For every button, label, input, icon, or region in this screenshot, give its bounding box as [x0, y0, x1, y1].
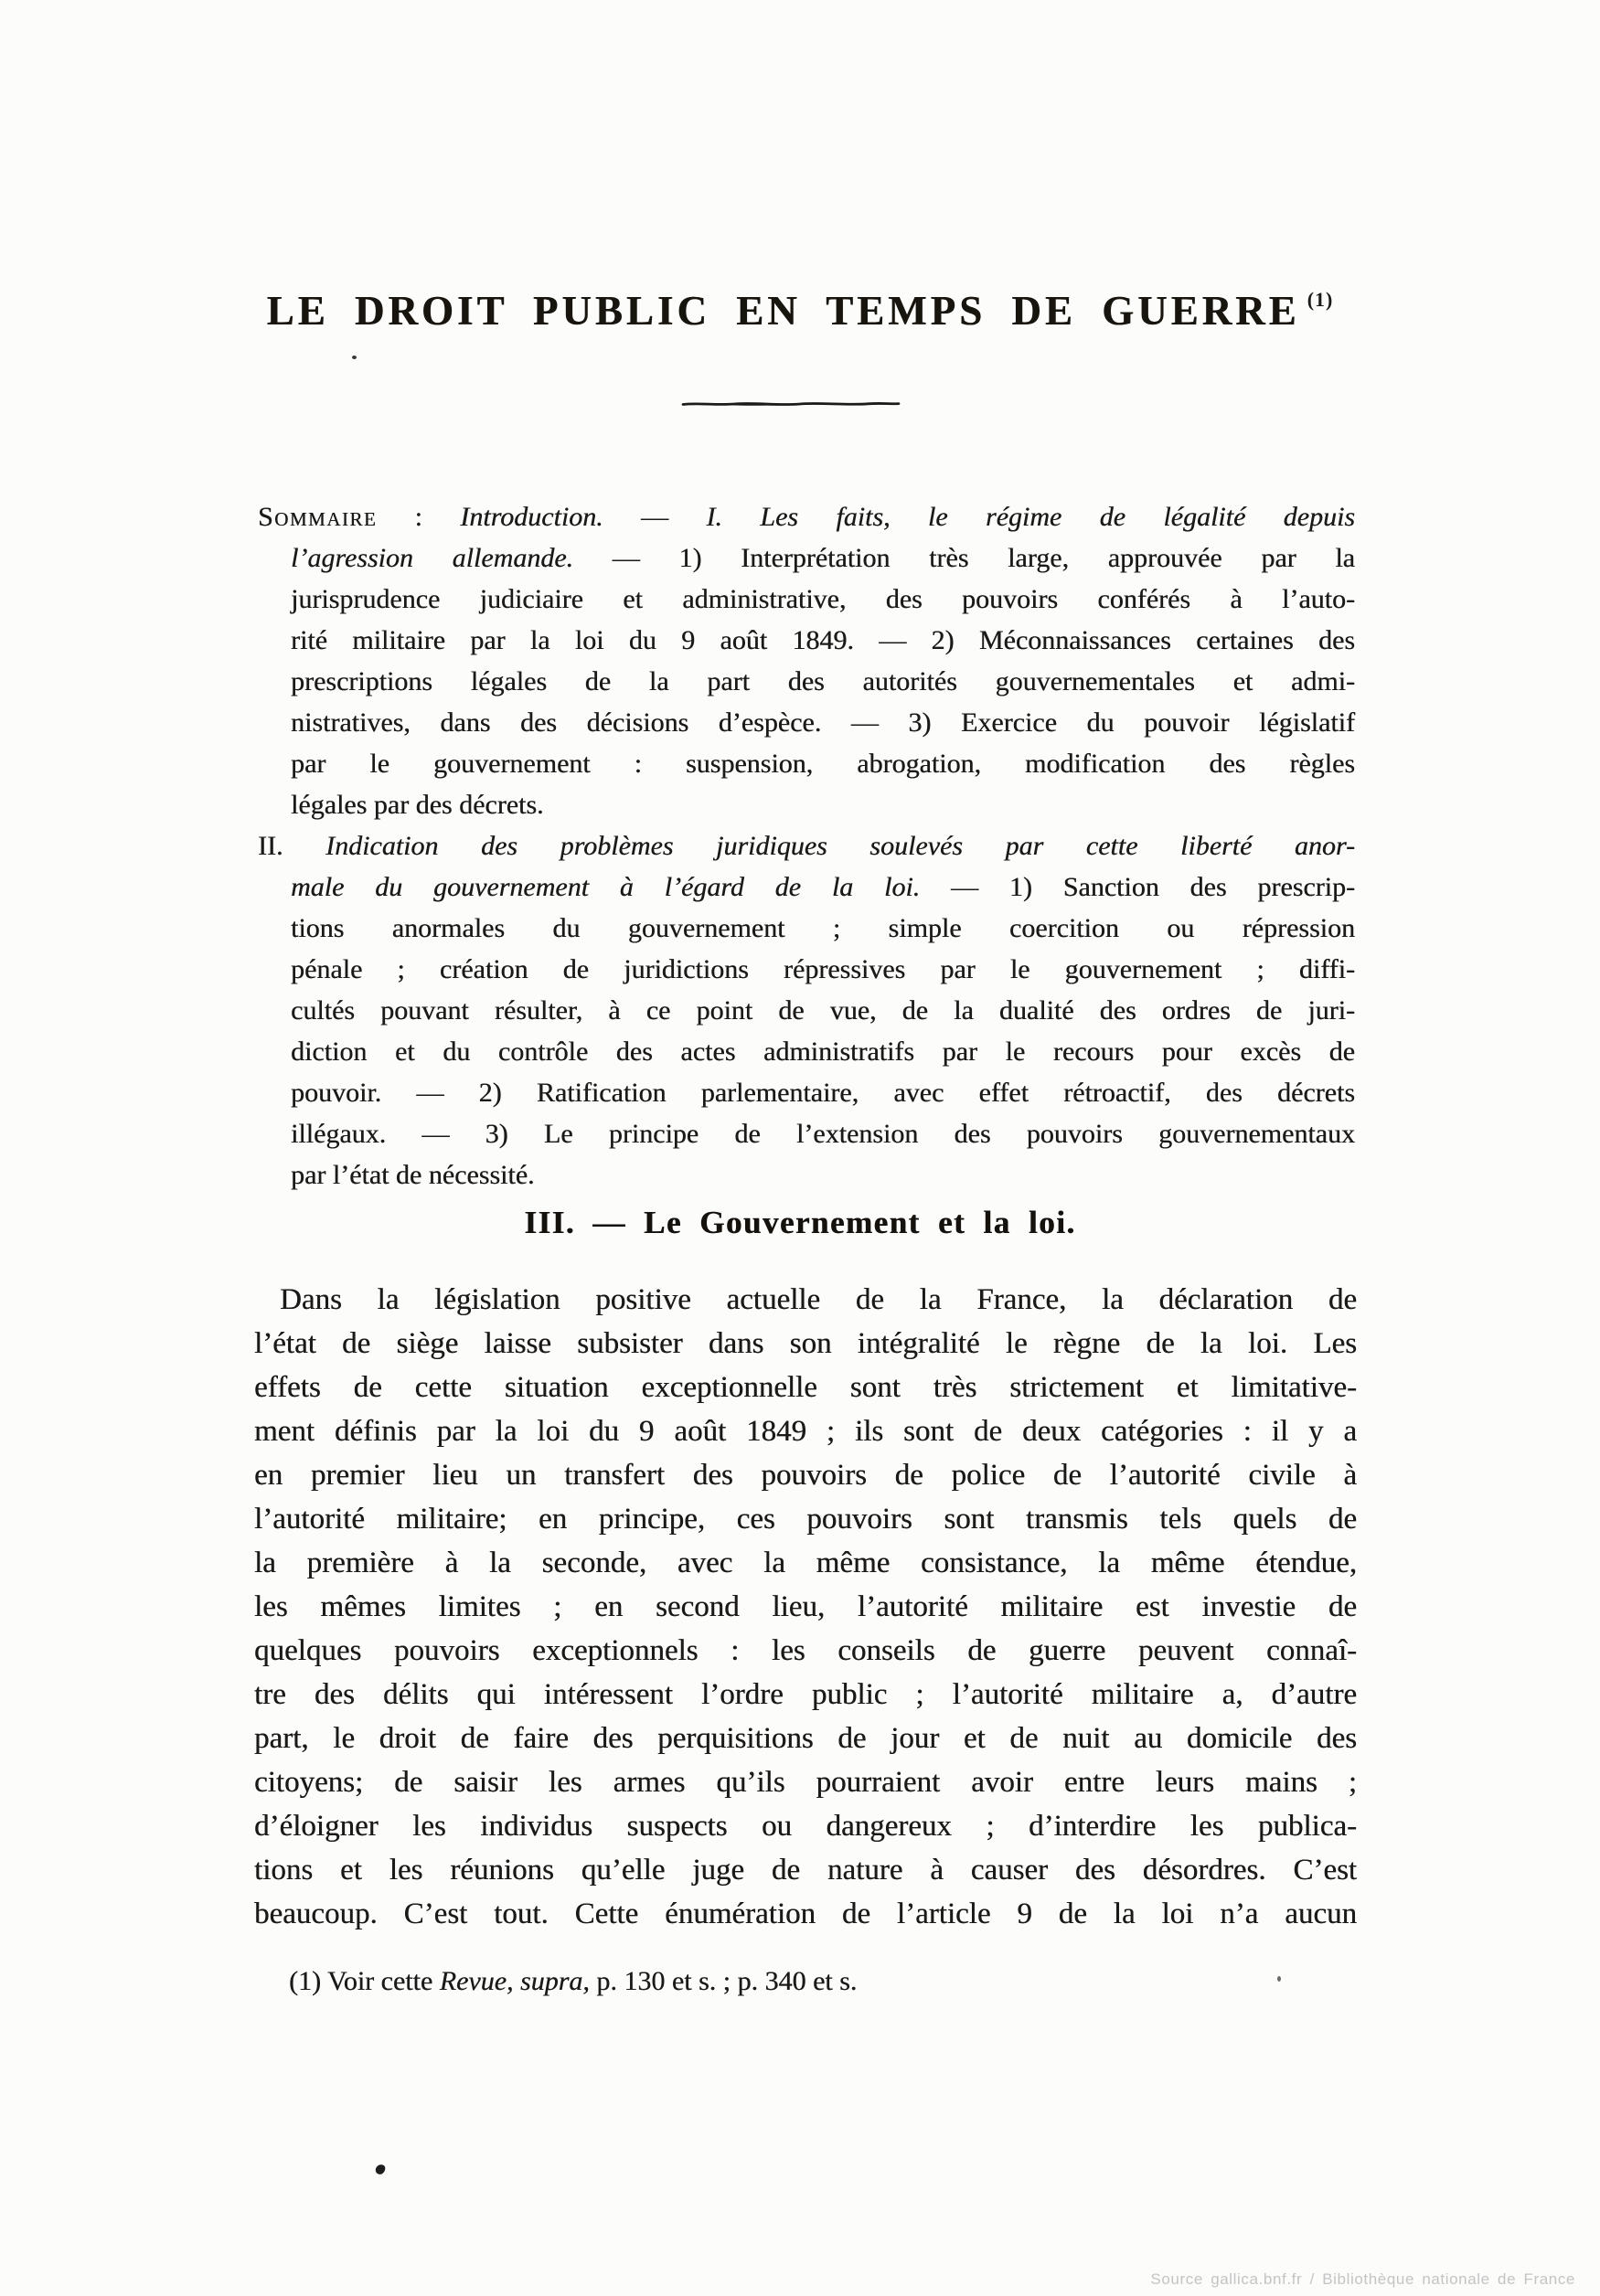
decorative-rule — [681, 396, 901, 403]
text-line: d’éloigner les individus suspects ou dangereux ; d’interdire les publica- — [254, 1810, 1357, 1843]
text-line: nistratives, dans des décisions d’espèce. — 3) Exercice du pouvoir législatif — [291, 707, 1355, 738]
text-line: (1) Voir cette Revue, supra, p. 130 et s. ; p. 340 et s. — [289, 1966, 858, 1996]
ink-spot — [375, 2163, 387, 2176]
text-line: en premier lieu un transfert des pouvoirs de police de l’autorité civile à — [254, 1459, 1357, 1492]
text-line: les mêmes limites ; en second lieu, l’autorité militaire est investie de — [254, 1590, 1357, 1623]
text-line: légales par des décrets. — [291, 790, 544, 820]
text-line: pouvoir. — 2) Ratification parlementaire, avec effet rétroactif, des décrets — [291, 1078, 1355, 1108]
text-line: citoyens; de saisir les armes qu’ils pourraient avoir entre leurs mains ; — [254, 1766, 1357, 1799]
text-line: par l’état de nécessité. — [291, 1160, 535, 1190]
text-line: beaucoup. C’est tout. Cette énumération de l’article 9 de la loi n’a aucun — [254, 1897, 1357, 1930]
text-line: l’autorité militaire; en principe, ces pouvoirs sont transmis tels quels de — [254, 1503, 1357, 1536]
text-line: l’agression allemande. — 1) Interprétation très large, approuvée par la — [291, 543, 1355, 573]
text-line: diction et du contrôle des actes administratifs par le recours pour excès de — [291, 1036, 1355, 1067]
text-line: la première à la seconde, avec la même consistance, la même étendue, — [254, 1547, 1357, 1579]
text-line: male du gouvernement à l’égard de la loi. — 1) Sanction des prescrip- — [291, 872, 1356, 902]
ink-spot — [1277, 1976, 1281, 1982]
text-line: pénale ; création de juridictions répressives par le gouvernement ; diffi- — [291, 954, 1355, 984]
text-line: Sommaire : Introduction. — I. Les faits, le régime de légalité depuis — [258, 502, 1355, 532]
section-heading: III. — Le Gouvernement et la loi. — [524, 1205, 1076, 1240]
summary-block — [258, 496, 1355, 1196]
text-line: prescriptions légales de la part des autorités gouvernementales et admi- — [291, 666, 1355, 696]
text-line: par le gouvernement : suspension, abrogation, modification des règles — [291, 749, 1355, 779]
text-line: rité militaire par la loi du 9 août 1849. — 2) Méconnaissances certaines des — [291, 625, 1355, 655]
text-line: tions et les réunions qu’elle juge de nature à causer des désordres. C’est — [254, 1854, 1357, 1887]
ink-spot — [352, 356, 357, 359]
text-line: effets de cette situation exceptionnelle sont très strictement et limitative- — [254, 1371, 1357, 1404]
article-title-text: LE DROIT PUBLIC EN TEMPS DE GUERRE — [266, 288, 1300, 334]
text-line: illégaux. — 3) Le principe de l’extension des pouvoirs gouvernementaux — [291, 1119, 1355, 1149]
text-line: tions anormales du gouvernement ; simple coercition ou répression — [291, 913, 1355, 943]
squiggle-rule-icon — [681, 400, 901, 408]
footnote — [254, 1961, 1357, 2002]
text-line: II. Indication des problèmes juridiques soulevés par cette liberté anor- — [258, 831, 1355, 861]
text-line: tre des délits qui intéressent l’ordre public ; l’autorité militaire a, d’autre — [254, 1678, 1357, 1711]
text-line: part, le droit de faire des perquisitions de jour et de nuit au domicile des — [254, 1722, 1357, 1755]
article-title — [0, 287, 1600, 335]
text-line: cultés pouvant résulter, à ce point de vue, de la dualité des ordres de juri- — [291, 995, 1355, 1026]
footnote-reference: (1) — [1307, 288, 1334, 311]
gallica-source-credit: Source gallica.bnf.fr / Bibliothèque nationale de France — [1150, 2270, 1575, 2288]
text-line: jurisprudence judiciaire et administrative, des pouvoirs conférés à l’auto- — [291, 584, 1355, 614]
text-line: Dans la législation positive actuelle de la France, la déclaration de — [280, 1283, 1357, 1316]
text-line: l’état de siège laisse subsister dans son intégralité le règne de la loi. Les — [254, 1327, 1357, 1360]
text-line: quelques pouvoirs exceptionnels : les conseils de guerre peuvent connaî- — [254, 1634, 1357, 1667]
text-line: ment définis par la loi du 9 août 1849 ; ils sont de deux catégories : il y a — [254, 1415, 1357, 1448]
body-paragraph — [254, 1278, 1357, 1936]
